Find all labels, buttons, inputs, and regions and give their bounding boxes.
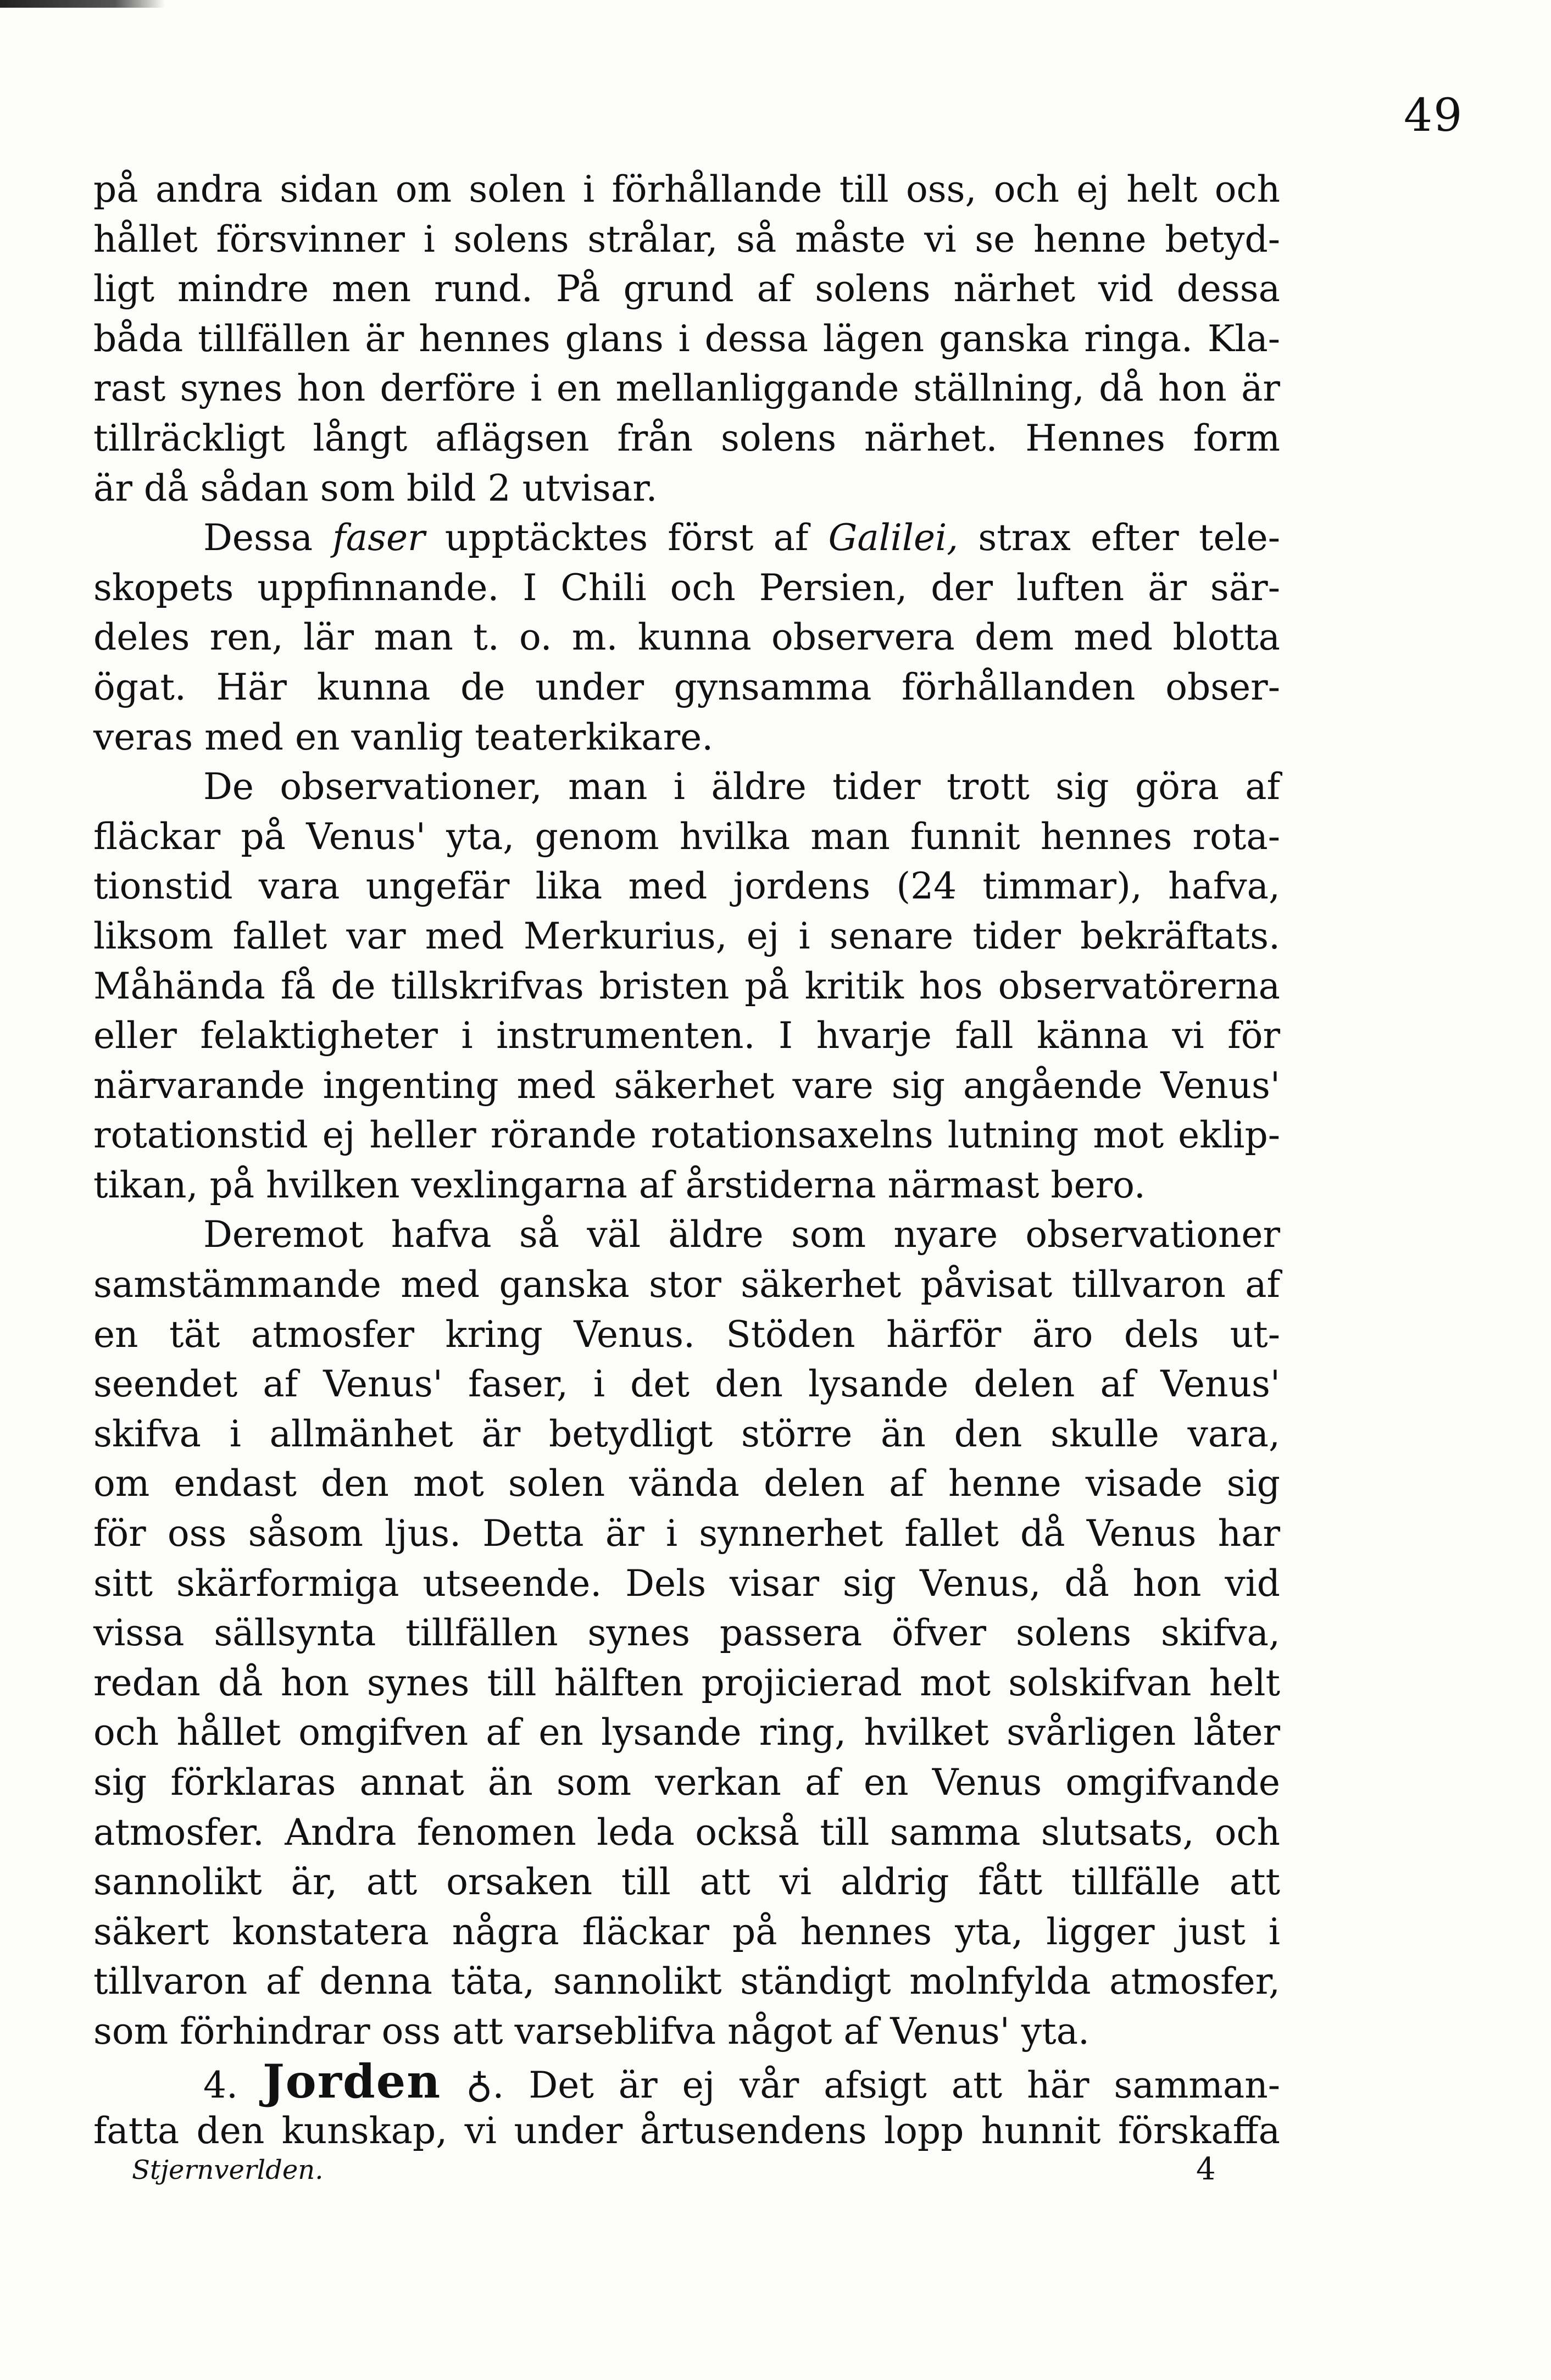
text-line: om endast den mot solen vända delen af henne visade sig (93, 1462, 1280, 1505)
section-heading-line (93, 2054, 1281, 2109)
text-line: ögat. Här kunna de under gynsamma förhållanden obser- (93, 665, 1280, 708)
text-line: seendet af Venus' faser, i det den lysande delen af Venus' (93, 1363, 1280, 1406)
text-line: Måhända få de tillskrifvas bristen på kritik hos observatörerna (93, 964, 1280, 1007)
text-line: tikan, på hvilken vexlingarna af årstiderna närmast bero. (93, 1163, 1146, 1206)
text-line: tionstid vara ungefär lika med jordens (24 timmar), hafva, (93, 865, 1280, 908)
paragraph (93, 165, 1280, 513)
text-line: ligt mindre men rund. På grund af solens närhet vid dessa (93, 268, 1280, 310)
text-line: rast synes hon derföre i en mellanliggande ställning, då hon är (93, 367, 1280, 410)
paragraph (93, 1210, 1280, 2056)
text-run: upptäcktes först af (425, 517, 829, 559)
text-line (93, 513, 1280, 563)
paragraph (93, 513, 1280, 762)
text-line: atmosfer. Andra fenomen leda också till samma slutsats, och (93, 1811, 1280, 1854)
footer-sheet-number: 4 (1196, 2151, 1216, 2187)
text-line: hållet försvinner i solens strålar, så måste vi se henne betyd- (93, 218, 1280, 260)
text-line: eller felaktigheter i instrumenten. I hvarje fall känna vi för (93, 1014, 1280, 1057)
paragraph (93, 762, 1280, 1210)
text-line: som förhindrar oss att varseblifva något af Venus' yta. (93, 2010, 1090, 2052)
text-line: skopets uppfinnande. I Chili och Persien, der luften är sär- (93, 566, 1280, 609)
section-title: Jorden (262, 2054, 442, 2109)
emphasis-galilei: Galilei, (828, 517, 959, 559)
text-line: liksom fallet var med Merkurius, ej i senare tider bekräftats. (93, 914, 1280, 957)
text-run: Dessa (203, 517, 333, 559)
text-line: sig förklaras annat än som verkan af en Venus omgifvande (93, 1761, 1280, 1804)
text-line: skifva i allmänhet är betydligt större än den skulle vara, (93, 1412, 1280, 1455)
text-line: redan då hon synes till hälften projicierad mot solskifvan helt (93, 1661, 1280, 1704)
text-line: rotationstid ej heller rörande rotationsaxelns lutning mot eklip- (93, 1114, 1280, 1157)
body-text (93, 165, 1280, 2156)
text-line: tillvaron af denna täta, sannolikt ständigt molnfylda atmosfer, (93, 1960, 1280, 2003)
text-line: De observationer, man i äldre tider trott sig göra af (203, 765, 1280, 808)
text-line: en tät atmosfer kring Venus. Stöden härför äro dels ut- (93, 1313, 1280, 1356)
section-number: 4. (203, 2063, 263, 2106)
text-line: fatta den kunskap, vi under årtusendens lopp hunnit förskaffa (93, 2110, 1280, 2152)
text-line: för oss såsom ljus. Detta är i synnerhet fallet då Venus har (93, 1512, 1280, 1555)
text-line: är då sådan som bild 2 utvisar. (93, 467, 658, 509)
text-run: Det är ej vår afsigt att här samman- (504, 2063, 1281, 2106)
page-number: 49 (1404, 90, 1464, 142)
text-line: sannolikt är, att orsaken till att vi aldrig fått tillfälle att (93, 1861, 1280, 1904)
scan-edge-shadow (0, 0, 165, 8)
earth-symbol: ♁. (441, 2063, 504, 2106)
text-line: sitt skärformiga utseende. Dels visar sig Venus, då hon vid (93, 1562, 1280, 1605)
text-line: veras med en vanlig teaterkikare. (93, 715, 714, 758)
text-line: tillräckligt långt aflägsen från solens närhet. Hennes form (93, 417, 1280, 459)
paragraph (93, 2054, 1281, 2156)
text-line: vissa sällsynta tillfällen synes passera öfver solens skifva, (93, 1612, 1280, 1655)
text-line: samstämmande med ganska stor säkerhet påvisat tillvaron af (93, 1263, 1280, 1306)
text-line: båda tillfällen är hennes glans i dessa lägen ganska ringa. Kla- (93, 317, 1280, 360)
emphasis-faser: faser (332, 517, 425, 559)
text-line: på andra sidan om solen i förhållande till oss, och ej helt och (93, 168, 1280, 210)
text-line: fläckar på Venus' yta, genom hvilka man funnit hennes rota- (93, 815, 1280, 858)
text-line: och hållet omgifven af en lysande ring, hvilket svårligen låter (93, 1711, 1280, 1754)
text-line: Deremot hafva så väl äldre som nyare observationer (203, 1213, 1280, 1256)
text-run: strax efter tele- (958, 517, 1280, 559)
text-line: säkert konstatera några fläckar på hennes yta, ligger just i (93, 1910, 1280, 1953)
text-line: närvarande ingenting med säkerhet vare sig angående Venus' (93, 1064, 1280, 1107)
footer-signature: Stjernverlden. (132, 2155, 324, 2185)
text-line: deles ren, lär man t. o. m. kunna observera dem med blotta (93, 616, 1280, 659)
